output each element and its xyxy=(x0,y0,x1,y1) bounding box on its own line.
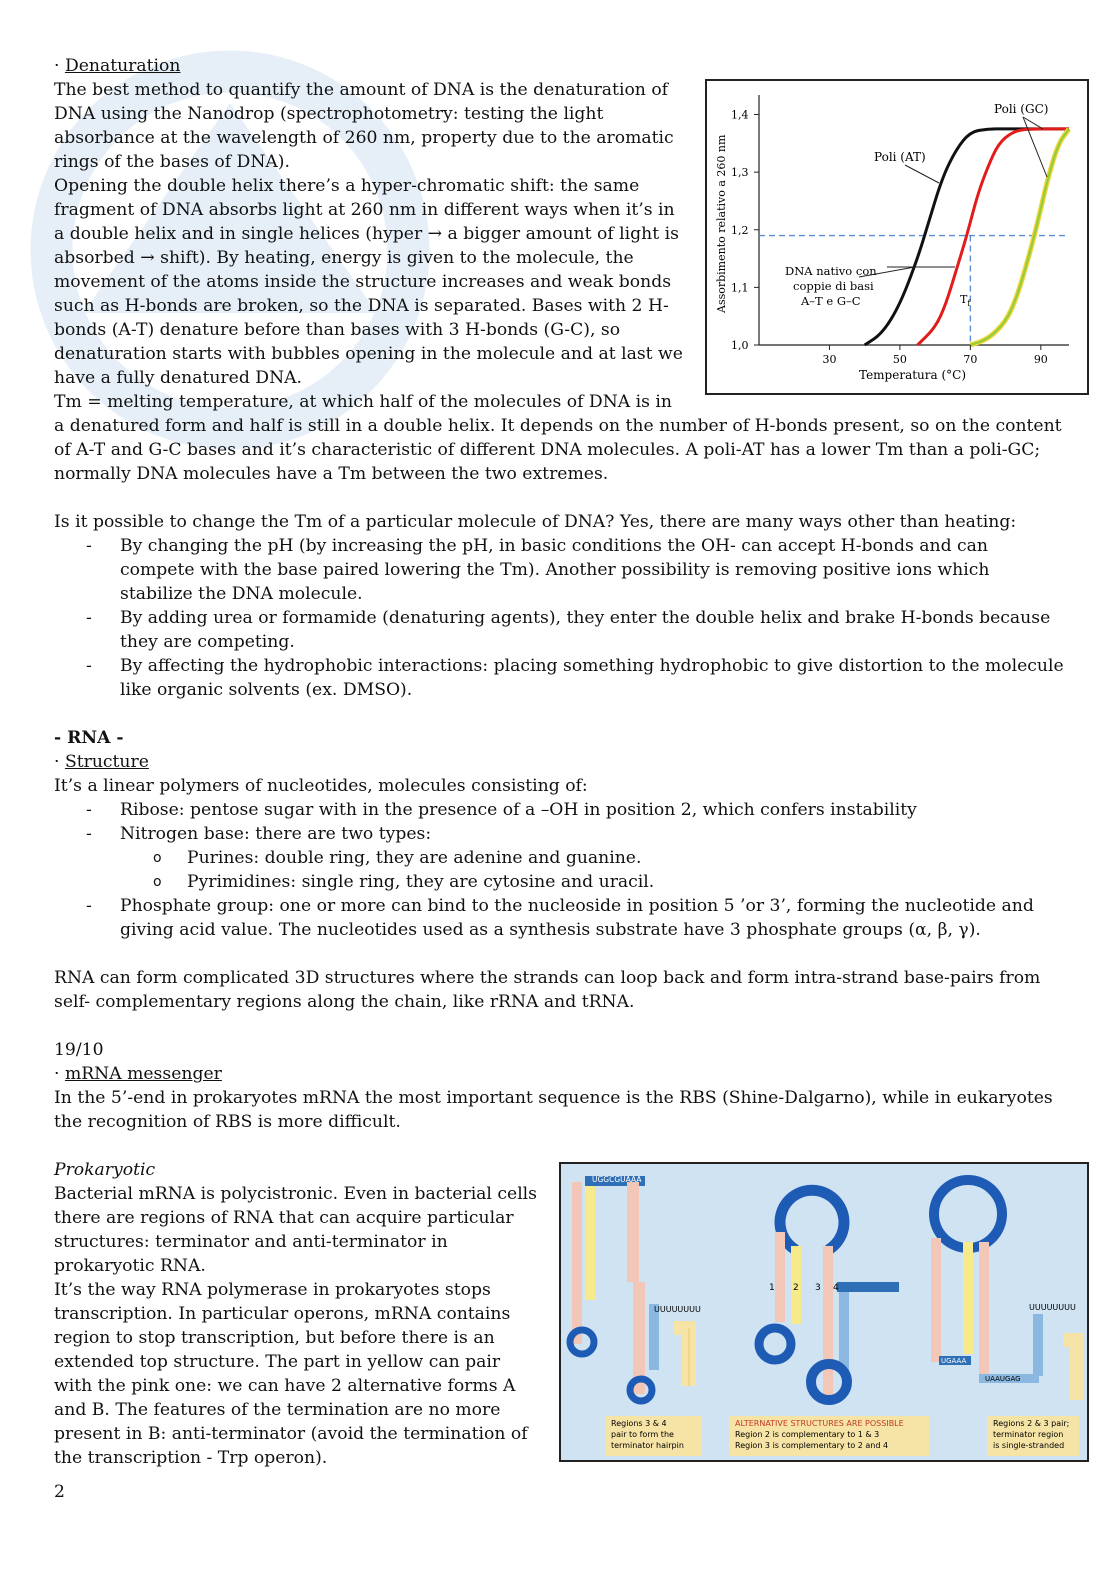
mrna-heading: · mRNA messenger xyxy=(54,1064,222,1084)
series-line-poli-gc-halo xyxy=(970,129,1069,345)
terminator-figure xyxy=(559,1162,1089,1462)
tm-change-list xyxy=(54,534,1064,702)
y-tick-label: 1,1 xyxy=(731,281,749,295)
caption-box2-line2: Region 3 is complementary to 2 and 4 xyxy=(735,1441,889,1450)
denaturation-p3: Tm = melting temperature, at which half of the molecules of DNA is in a denatured form and half is still in a double helix. It depends on the number of H-bonds present, so on the content of A-T and G-C bases and it’s characteristic of different DNA molecules. A poli-AT has a lower Tm than a poli-GC; normally DNA molecules have a Tm between the two extremes. xyxy=(54,392,1062,484)
list-item: - Nitrogen base: there are two types: o Purines: double ring, they are adenine and guanine. o Pyrimidines: single ring, they are cytosine and uracil. xyxy=(120,822,1064,894)
seq-end: UAAUGAG xyxy=(985,1375,1021,1383)
list-item: o Purines: double ring, they are adenine and guanine. xyxy=(187,846,1064,870)
melting-curve-chart xyxy=(707,81,1087,393)
melting-curve-figure xyxy=(705,79,1089,395)
y-tick-label: 1,0 xyxy=(731,339,749,352)
prokaryotic-p2: It’s the way RNA polymerase in prokaryotes stops transcription. In particular operons, mRNA contains region to stop transcription, but before there is an extended top structure. The part in yellow can pair with the pink one: we can have 2 alternative forms A and B. The features of the termination are no more present in B: anti-terminator (avoid the termination of the transcription - Trp operon). xyxy=(54,1280,528,1468)
region-label: 4 xyxy=(833,1283,839,1293)
region-label: 3 xyxy=(815,1283,821,1293)
date-label: 19/10 xyxy=(54,1040,104,1060)
region-label: 1 xyxy=(769,1283,775,1293)
label-poli-at: Poli (AT) xyxy=(874,150,926,164)
x-tick-label: 30 xyxy=(822,353,837,366)
prokaryotic-heading: Prokaryotic xyxy=(54,1160,156,1180)
denaturation-p1: The best method to quantify the amount of DNA is the denaturation of DNA using the Nanodrop (spectrophotometry: testing the light absorbance at the wavelength of 260 nm, property due to the aromatic rings of the bases of DNA). xyxy=(54,80,674,172)
mrna-p1: In the 5’-end in prokaryotes mRNA the most important sequence is the RBS (Shine-Dalgarno), while in eukaryotes the recognition of RBS is more difficult. xyxy=(54,1088,1053,1132)
list-item: - By changing the pH (by increasing the pH, in basic conditions the OH- can accept H-bonds and can compete with the base paired lowering the Tm). Another possibility is removing positive ions which stabilize the DNA molecule. xyxy=(120,534,1064,606)
seq-u-right: UUUUUUUU xyxy=(1029,1303,1076,1312)
document-body xyxy=(54,54,1076,1470)
base-types-list xyxy=(120,846,1064,894)
y-tick-label: 1,3 xyxy=(731,166,749,180)
x-axis-label: Temperatura (°C) xyxy=(859,368,967,382)
label-native-1: DNA nativo con xyxy=(785,264,877,278)
rna-3d-paragraph: RNA can form complicated 3D structures where the strands can loop back and form intra-strand base-pairs from self- complementary regions along the chain, like rRNA and tRNA. xyxy=(54,968,1041,1012)
rna-intro: It’s a linear polymers of nucleotides, molecules consisting of: xyxy=(54,776,588,796)
y-tick-label: 1,2 xyxy=(731,223,749,237)
rna-components-list xyxy=(54,798,1064,942)
caption-box3-line2: terminator region xyxy=(993,1430,1064,1439)
list-item: - Ribose: pentose sugar with in the presence of a –OH in position 2, which confers instability xyxy=(120,798,1064,822)
caption-box1-line3: terminator hairpin xyxy=(611,1441,684,1450)
x-tick-label: 70 xyxy=(963,353,978,366)
y-axis-label: Assorbimento relativo a 260 nm xyxy=(715,134,728,313)
label-native-3: A–T e G–C xyxy=(801,294,861,308)
list-item: - By adding urea or formamide (denaturing agents), they enter the double helix and brake H-bonds because they are competing. xyxy=(120,606,1064,654)
x-tick-label: 90 xyxy=(1033,353,1048,366)
rna-heading: - RNA - xyxy=(54,728,124,748)
region-label: 2 xyxy=(793,1283,799,1293)
list-item: - Phosphate group: one or more can bind to the nucleoside in position 5 ’or 3’, forming the nucleotide and giving acid value. The nucleotides used as a synthesis substrate have 3 phosphate groups (α, β, γ). xyxy=(120,894,1064,942)
page-number: 2 xyxy=(54,1482,65,1502)
label-poli-gc: Poli (GC) xyxy=(994,102,1049,116)
seq-top: UGGCGUAAA xyxy=(592,1175,642,1184)
list-item: - By affecting the hydrophobic interactions: placing something hydrophobic to give distortion to the molecule like organic solvents (ex. DMSO). xyxy=(120,654,1064,702)
terminator-diagram xyxy=(561,1164,1087,1460)
structure-heading: · Structure xyxy=(54,752,149,772)
caption-box3-line1: Regions 2 & 3 pair; xyxy=(993,1419,1070,1428)
seq-mid: UGAAA xyxy=(941,1357,967,1365)
seq-u-left: UUUUUUUU xyxy=(654,1305,701,1314)
caption-box1-line1: Regions 3 & 4 xyxy=(611,1419,667,1428)
y-tick-label: 1,4 xyxy=(731,108,749,122)
x-tick-label: 50 xyxy=(892,353,907,366)
caption-box1-line2: pair to form the xyxy=(611,1430,674,1439)
denaturation-heading: · Denaturation xyxy=(54,56,181,76)
label-native-2: coppie di basi xyxy=(793,279,874,293)
caption-box2-title: ALTERNATIVE STRUCTURES ARE POSSIBLE xyxy=(735,1419,904,1428)
prokaryotic-p1: Bacterial mRNA is polycistronic. Even in bacterial cells there are regions of RNA that can acquire particular structures: terminator and anti-terminator in prokaryotic RNA. xyxy=(54,1184,538,1276)
caption-box2-line1: Region 2 is complementary to 1 & 3 xyxy=(735,1430,880,1439)
series-line-dna-nativo xyxy=(918,129,1069,345)
denaturation-p4: Is it possible to change the Tm of a particular molecule of DNA? Yes, there are many ways other than heating: xyxy=(54,512,1017,532)
caption-box3-line3: is single-stranded xyxy=(993,1441,1065,1450)
label-tm: $T_f$ xyxy=(960,293,971,308)
denaturation-p2: Opening the double helix there’s a hyper-chromatic shift: the same fragment of DNA absorbs light at 260 nm in different ways when it’s in a double helix and in single helices (hyper → a bigger amount of light is absorbed → shift). By heating, energy is given to the molecule, the movement of the atoms inside the structure increases and weak bonds such as H-bonds are broken, so the DNA is separated. Bases with 2 H-bonds (A-T) denature before than bases with 3 H-bonds (G-C), so denaturation starts with bubbles opening in the molecule and at last we have a fully denatured DNA. xyxy=(54,176,683,388)
list-item: o Pyrimidines: single ring, they are cytosine and uracil. xyxy=(187,870,1064,894)
